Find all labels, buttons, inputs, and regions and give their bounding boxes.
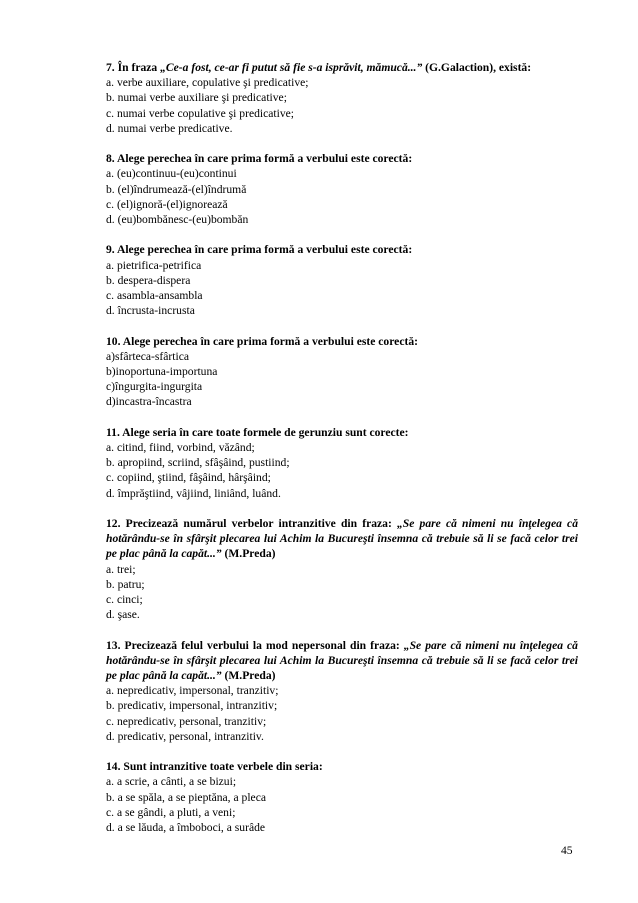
option-d: d)incastra-încastra xyxy=(106,395,192,409)
option-a: a)sfârteca-sfârtica xyxy=(106,349,190,363)
question-stem xyxy=(106,425,578,440)
question-stem xyxy=(106,638,578,684)
question-stem xyxy=(106,242,578,257)
option-a: a. (eu)continuu-(eu)continui xyxy=(106,167,237,181)
document-page xyxy=(106,60,578,850)
option-c: c. (el)ignoră-(el)ignorează xyxy=(106,197,228,211)
option-d: d. (eu)bombănesc-(eu)bombăn xyxy=(106,213,249,227)
option-c: c. cinci; xyxy=(106,593,143,607)
question-7 xyxy=(106,60,578,136)
option-d: d. numai verbe predicative. xyxy=(106,121,233,135)
option-d: d. a se lăuda, a îmboboci, a surâde xyxy=(106,821,266,835)
question-lead: 10. Alege perechea în care prima formă a verbului este corectă: xyxy=(106,334,418,348)
option-d: d. încrusta-incrusta xyxy=(106,304,195,318)
question-lead: 7. În fraza xyxy=(106,61,161,74)
option-b: b. (el)îndrumează-(el)îndrumă xyxy=(106,182,247,196)
question-lead: 8. Alege perechea în care prima formă a verbului este corectă: xyxy=(106,152,413,166)
question-quote: „Se pare că nimeni nu înţelegea că hotărându-se în sfârşit plecarea lui Achim la Bucureşti însemna că trebuie să li se facă celor trei pe plac până la capăt...” xyxy=(106,517,578,561)
option-c: c. numai verbe copulative şi predicative; xyxy=(106,106,295,120)
option-d: d. predicativ, personal, intranzitiv. xyxy=(106,729,264,743)
option-d: d. împrăştiind, vâjiind, liniând, luând. xyxy=(106,486,281,500)
option-b: b. despera-dispera xyxy=(106,273,191,287)
question-8 xyxy=(106,151,578,227)
option-b: b. apropiind, scriind, sfâşâind, pustiind; xyxy=(106,456,290,470)
question-stem xyxy=(106,759,578,774)
option-d: d. şase. xyxy=(106,608,140,622)
option-b: b. numai verbe auxiliare şi predicative; xyxy=(106,91,287,105)
question-10 xyxy=(106,334,578,410)
question-stem xyxy=(106,151,578,166)
option-a: a. verbe auxiliare, copulative şi predicative; xyxy=(106,76,309,90)
question-stem xyxy=(106,60,578,75)
option-c: c. copiind, ştiind, fâşâind, hârşâind; xyxy=(106,471,271,485)
question-lead: 14. Sunt intranzitive toate verbele din seria: xyxy=(106,760,323,774)
question-tail: (M.Preda) xyxy=(221,547,276,561)
question-lead: 12. Precizează numărul verbelor intranzitive din fraza: xyxy=(106,517,397,531)
question-9 xyxy=(106,242,578,318)
question-tail: (M.Preda) xyxy=(221,669,276,683)
question-lead: 9. Alege perechea în care prima formă a verbului este corectă: xyxy=(106,243,413,257)
question-13 xyxy=(106,638,578,744)
page-number: 45 xyxy=(561,844,573,857)
option-b: b)inoportuna-importuna xyxy=(106,365,218,379)
option-c: c. asambla-ansambla xyxy=(106,289,203,303)
option-a: a. pietrifica-petrifica xyxy=(106,258,202,272)
question-quote: „Se pare că nimeni nu înţelegea că hotărându-se în sfârşit plecarea lui Achim la Bucureşti însemna că trebuie să li se facă celor trei pe plac până la capăt...” xyxy=(106,638,578,683)
question-tail: (G.Galaction), există: xyxy=(422,61,532,74)
option-a: a. nepredicativ, impersonal, tranzitiv; xyxy=(106,684,279,698)
option-c: c. nepredicativ, personal, tranzitiv; xyxy=(106,714,267,728)
option-b: b. predicativ, impersonal, intranzitiv; xyxy=(106,699,278,713)
option-a: a. a scrie, a cânti, a se bizui; xyxy=(106,775,237,789)
option-c: c)îngurgita-ingurgita xyxy=(106,380,203,394)
option-c: c. a se gândi, a pluti, a veni; xyxy=(106,805,236,819)
question-stem xyxy=(106,516,578,562)
option-b: b. a se spăla, a se pieptăna, a pleca xyxy=(106,790,266,804)
question-14 xyxy=(106,759,578,835)
option-a: a. trei; xyxy=(106,562,136,576)
question-11 xyxy=(106,425,578,501)
question-12 xyxy=(106,516,578,622)
question-lead: 13. Precizează felul verbului la mod nepersonal din fraza: xyxy=(106,638,404,652)
question-stem xyxy=(106,334,578,349)
option-b: b. patru; xyxy=(106,577,145,591)
question-quote: „Ce-a fost, ce-ar fi putut să fie s-a isprăvit, mămucă...” xyxy=(160,61,423,74)
option-a: a. citind, fiind, vorbind, văzând; xyxy=(106,441,255,455)
question-lead: 11. Alege seria în care toate formele de gerunziu sunt corecte: xyxy=(106,425,409,439)
